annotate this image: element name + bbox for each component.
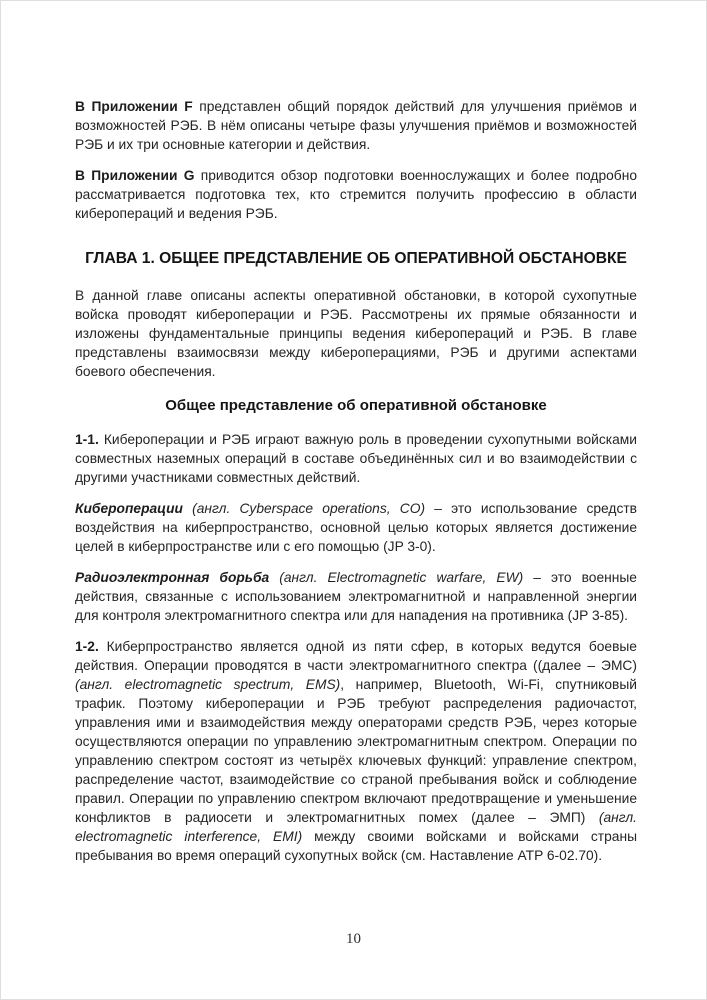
definition-electronic-warfare: [75, 568, 637, 625]
paragraph-1-2-text-2: , например, Bluetooth, Wi-Fi, спутниковый трафик. Поэтому кибероперации и РЭБ требуют распределения радиочастот, управления ими и взаимодействия между операторами средств РЭБ, через которые осуществляются операции по управлению электромагнитным спектром. Операции по управлению спектром состоят из четырёх ключевых функций: управление спектром, распределение частот, взаимодействие со страной пребывания войск и соблюдение правил. Операции по управлению спектром включают предотвращение и уменьшение конфликтов в радиосети и электромагнитных помех (далее – ЭМП): [75, 677, 637, 825]
paragraph-1-1-text: Кибероперации и РЭБ играют важную роль в проведении сухопутными войсками совместных наземных операций в составе объединённых сил и во взаимодействии с другими участниками совместных действий.: [75, 432, 637, 485]
term-electronic-warfare: Радиоэлектронная борьба: [75, 570, 270, 585]
paragraph-1-2-text-3: между своими войсками и войсками страны пребывания во время операций сухопутных войск (см. Наставление ATP 6-02.70).: [75, 829, 637, 863]
term-cyber-operations-english: (англ. Cyberspace operations, CO): [182, 501, 426, 516]
paragraph-1-2-number: 1-2.: [75, 639, 99, 654]
definition-electronic-warfare-text: – это военные действия, связанные с использованием электромагнитной и направленной энергии для контроля электромагнитного спектра или для нападения на противника (JP 3-85).: [75, 570, 637, 623]
page-number: 10: [346, 931, 361, 947]
term-electronic-warfare-english: (англ. Electromagnetic warfare, EW): [269, 570, 524, 585]
chapter-heading: ГЛАВА 1. ОБЩЕЕ ПРЕДСТАВЛЕНИЕ ОБ ОПЕРАТИВНОЙ ОБСТАНОВКЕ: [85, 250, 627, 267]
appendix-g-label: В Приложении G: [75, 168, 195, 183]
appendix-f-text: представлен общий порядок действий для улучшения приёмов и возможностей РЭБ. В нём описаны четыре фазы улучшения приёмов и возможностей РЭБ и их три основные категории и действия.: [75, 99, 637, 152]
chapter-intro-paragraph: В данной главе описаны аспекты оперативной обстановки, в которой сухопутные войска проводят кибероперации и РЭБ. Рассмотрены их прямые обязанности и изложены фундаментальные принципы ведения киберопераций и РЭБ. В главе представлены взаимосвязи между кибероперациями, РЭБ и другими аспектами боевого обеспечения.: [75, 288, 637, 379]
paragraph-appendix-g: [75, 166, 637, 223]
paragraph-1-2-text-1: Киберпространство является одной из пяти сфер, в которых ведутся боевые действия. Операции проводятся в части электромагнитного спектра ((далее – ЭМС): [75, 639, 637, 673]
paragraph-1-2: [75, 637, 637, 865]
appendix-f-label: В Приложении F: [75, 99, 193, 114]
section-heading: Общее представление об оперативной обстановке: [165, 397, 547, 414]
paragraph-1-1-number: 1-1.: [75, 432, 99, 447]
appendix-g-text: приводится обзор подготовки военнослужащих и более подробно рассматривается подготовка тех, кто стремится получить профессию в области киберопераций и ведения РЭБ.: [75, 168, 637, 221]
definition-cyber-operations: [75, 499, 637, 556]
paragraph-appendix-f: [75, 97, 637, 154]
paragraph-1-2-english-emi: (англ. electromagnetic interference, EMI): [75, 810, 637, 844]
paragraph-1-2-english-ems: (англ. electromagnetic spectrum, EMS): [75, 677, 341, 692]
definition-cyber-operations-text: – это использование средств воздействия на киберпространство, основной целью которых является достижение целей в киберпространстве или с его помощью (JP 3-0).: [75, 501, 637, 554]
paragraph-1-1: [75, 430, 637, 487]
term-cyber-operations: Кибероперации: [75, 501, 183, 516]
